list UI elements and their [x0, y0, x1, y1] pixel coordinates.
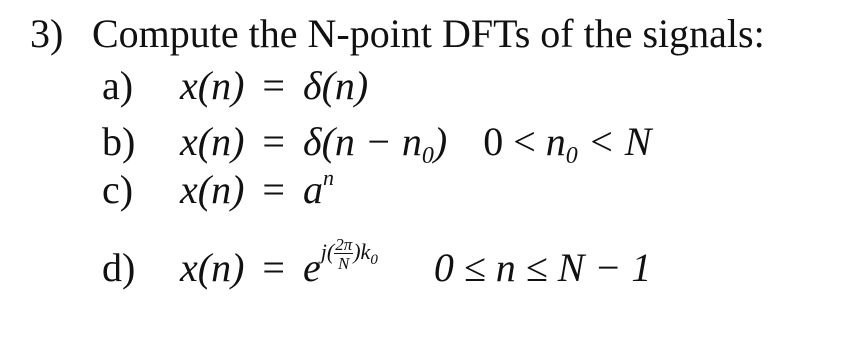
exponent-fraction	[334, 236, 353, 272]
item-rhs-close: )	[433, 119, 448, 164]
item-rhs-subscript: 0	[421, 143, 434, 169]
item-a	[102, 63, 369, 108]
item-label: c)	[102, 167, 134, 212]
item-rhs: δ(n)	[302, 63, 369, 108]
fraction-denominator: N	[338, 254, 350, 273]
item-lhs: x(n)	[180, 245, 245, 291]
exponent-close: )k	[353, 239, 371, 265]
item-rhs: δ(n − n	[302, 119, 422, 164]
fraction-numerator: 2π	[335, 235, 353, 254]
problem-heading	[30, 11, 765, 56]
item-lhs: x(n)	[180, 167, 245, 212]
problem-text: Compute the N-point DFTs of the signals:	[92, 11, 765, 56]
item-label: b)	[102, 119, 136, 164]
condition-right: < N	[587, 119, 652, 164]
item-b	[102, 119, 652, 169]
equals-sign: =	[262, 63, 285, 108]
item-base: e	[302, 245, 321, 291]
condition-variable: n	[545, 119, 566, 164]
condition-subscript: 0	[565, 143, 578, 169]
problem-number: 3)	[30, 11, 64, 56]
item-lhs: x(n)	[180, 119, 245, 164]
item-c	[102, 165, 334, 212]
exponent-subscript: 0	[370, 252, 378, 269]
exponent-j: j(	[320, 239, 335, 265]
item-exponent: n	[322, 165, 334, 190]
item-exponent	[321, 236, 378, 272]
equals-sign: =	[262, 167, 285, 212]
equals-sign: =	[262, 245, 285, 291]
item-lhs: x(n)	[180, 63, 245, 108]
item-base: a	[302, 167, 323, 212]
item-label: a)	[102, 63, 134, 108]
item-d	[102, 235, 652, 291]
item-label: d)	[102, 245, 136, 291]
equals-sign: =	[262, 119, 285, 164]
condition-range: 0 ≤ n ≤ N − 1	[433, 245, 652, 291]
condition-left: 0 <	[483, 119, 536, 164]
